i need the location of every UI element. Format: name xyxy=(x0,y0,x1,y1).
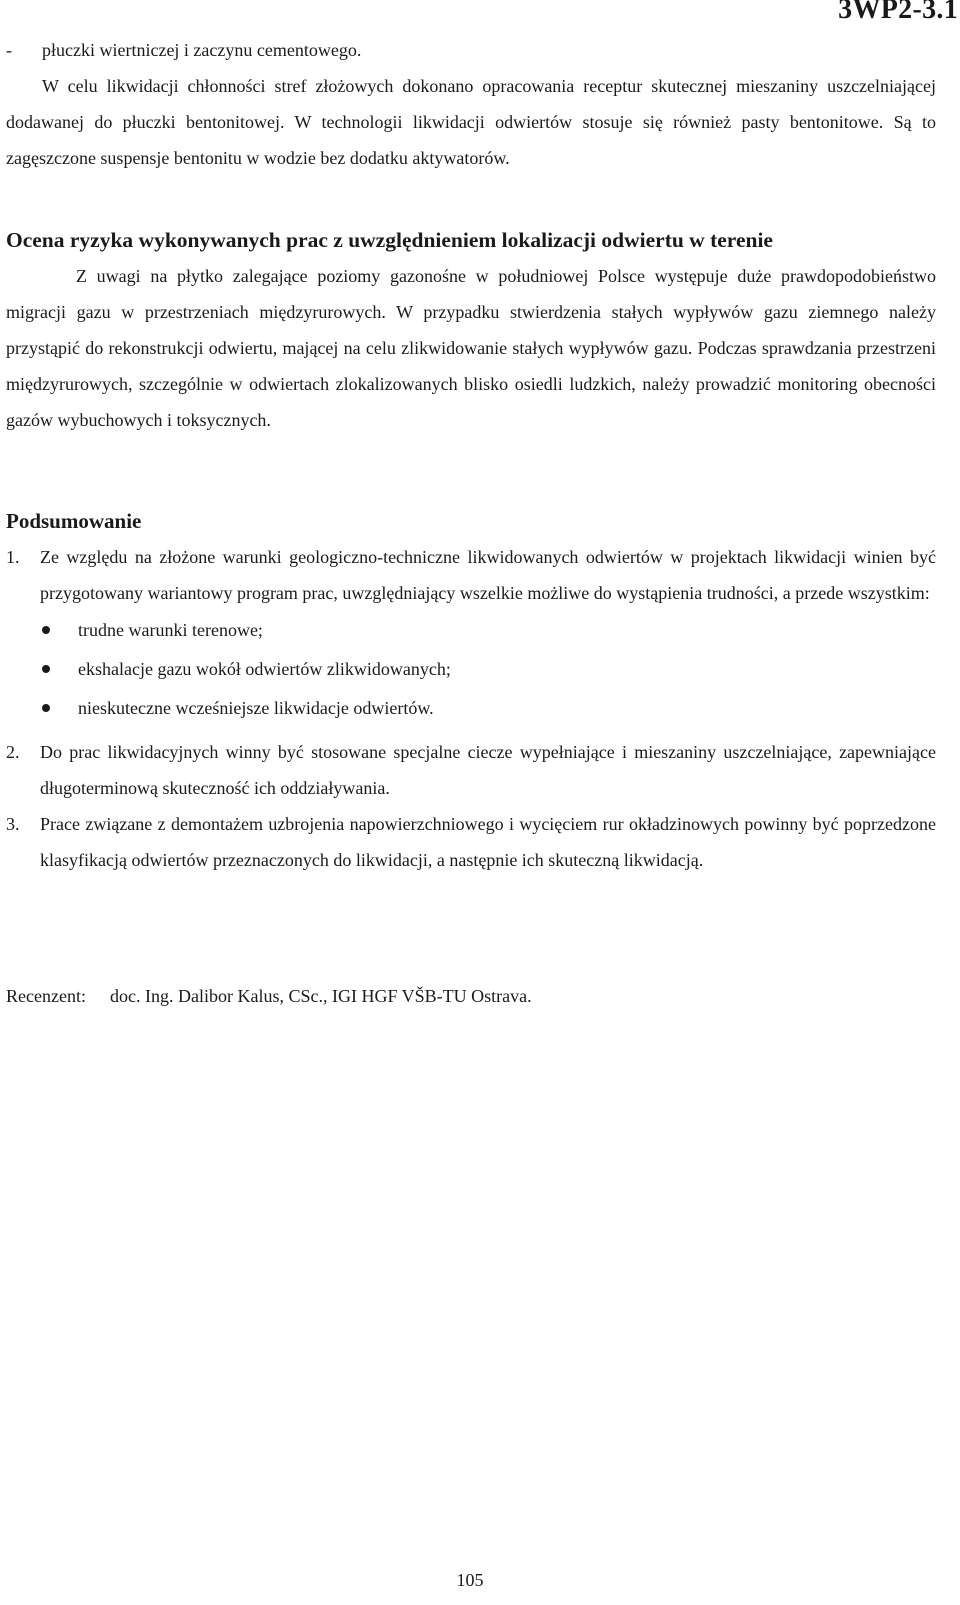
summary-bullet-text: nieskuteczne wcześniejsze likwidacje odwiertów. xyxy=(78,698,434,718)
reviewer-label: Recenzent: xyxy=(6,986,86,1006)
page-code: 3WP2-3.1 xyxy=(838,0,958,25)
page-number: 105 xyxy=(456,1570,484,1590)
continued-list-line xyxy=(6,32,936,68)
summary-item-number: 2. xyxy=(6,742,20,762)
summary-bullet-item xyxy=(40,650,936,689)
summary-list xyxy=(6,539,936,878)
summary-item-number: 3. xyxy=(6,814,20,834)
summary-item-1 xyxy=(6,539,936,728)
reviewer-name: doc. Ing. Dalibor Kalus, CSc., IGI HGF VŠB-TU Ostrava. xyxy=(110,986,532,1006)
summary-bullet-item xyxy=(40,689,936,728)
summary-bullet-list xyxy=(40,611,936,728)
reviewer-line xyxy=(6,978,532,1014)
bullet-dot-icon xyxy=(42,665,50,673)
risk-section-heading: Ocena ryzyka wykonywanych prac z uwzględnieniem lokalizacji odwiertu w terenie xyxy=(6,228,773,252)
summary-item-3 xyxy=(6,806,936,878)
risk-section-paragraph: Z uwagi na płytko zalegające poziomy gazonośne w południowej Polsce występuje duże prawdopodobieństwo migracji gazu w przestrzeniach międzyrurowych. W przypadku stwierdzenia stałych wypływów gazu ziemnego należy przystąpić do rekonstrukcji odwiertu, mającej na celu zlikwidowanie stałych wypływów gazu. Podczas sprawdzania przestrzeni międzyrurowych, szczególnie w odwiertach zlokalizowanych blisko osiedli ludzkich, należy prowadzić monitoring obecności gazów wybuchowych i toksycznych. xyxy=(6,266,936,430)
summary-item-text: Prace związane z demontażem uzbrojenia napowierzchniowego i wycięciem rur okładzinowych powinny być poprzedzone klasyfikacją odwiertów przeznaczonych do likwidacji, a następnie ich skuteczną likwidacją. xyxy=(40,814,936,870)
summary-item-number: 1. xyxy=(6,547,20,567)
summary-bullet-item xyxy=(40,611,936,650)
summary-item-text: Do prac likwidacyjnych winny być stosowane specjalne ciecze wypełniające i mieszaniny uszczelniające, zapewniające długoterminową skuteczność ich oddziaływania. xyxy=(40,742,936,798)
dash-line-text: płuczki wiertniczej i zaczynu cementowego. xyxy=(42,40,362,60)
dash-marker: - xyxy=(6,40,12,60)
summary-bullet-text: trudne warunki terenowe; xyxy=(78,620,263,640)
bullet-dot-icon xyxy=(42,626,50,634)
summary-bullet-text: ekshalacje gazu wokół odwiertów zlikwidowanych; xyxy=(78,659,451,679)
summary-heading: Podsumowanie xyxy=(6,509,142,533)
bullet-dot-icon xyxy=(42,704,50,712)
summary-item-2 xyxy=(6,734,936,806)
summary-item-text: Ze względu na złożone warunki geologiczno-techniczne likwidowanych odwiertów w projektach likwidacji winien być przygotowany wariantowy program prac, uwzględniający wszelkie możliwe do wystąpienia trudności, a przede wszystkim: xyxy=(40,547,936,603)
intro-paragraph: W celu likwidacji chłonności stref złożowych dokonano opracowania receptur skutecznej mieszaniny uszczelniającej dodawanej do płuczki bentonitowej. W technologii likwidacji odwiertów stosuje się również pasty bentonitowe. Są to zagęszczone suspensje bentonitu w wodzie bez dodatku aktywatorów. xyxy=(6,76,936,168)
